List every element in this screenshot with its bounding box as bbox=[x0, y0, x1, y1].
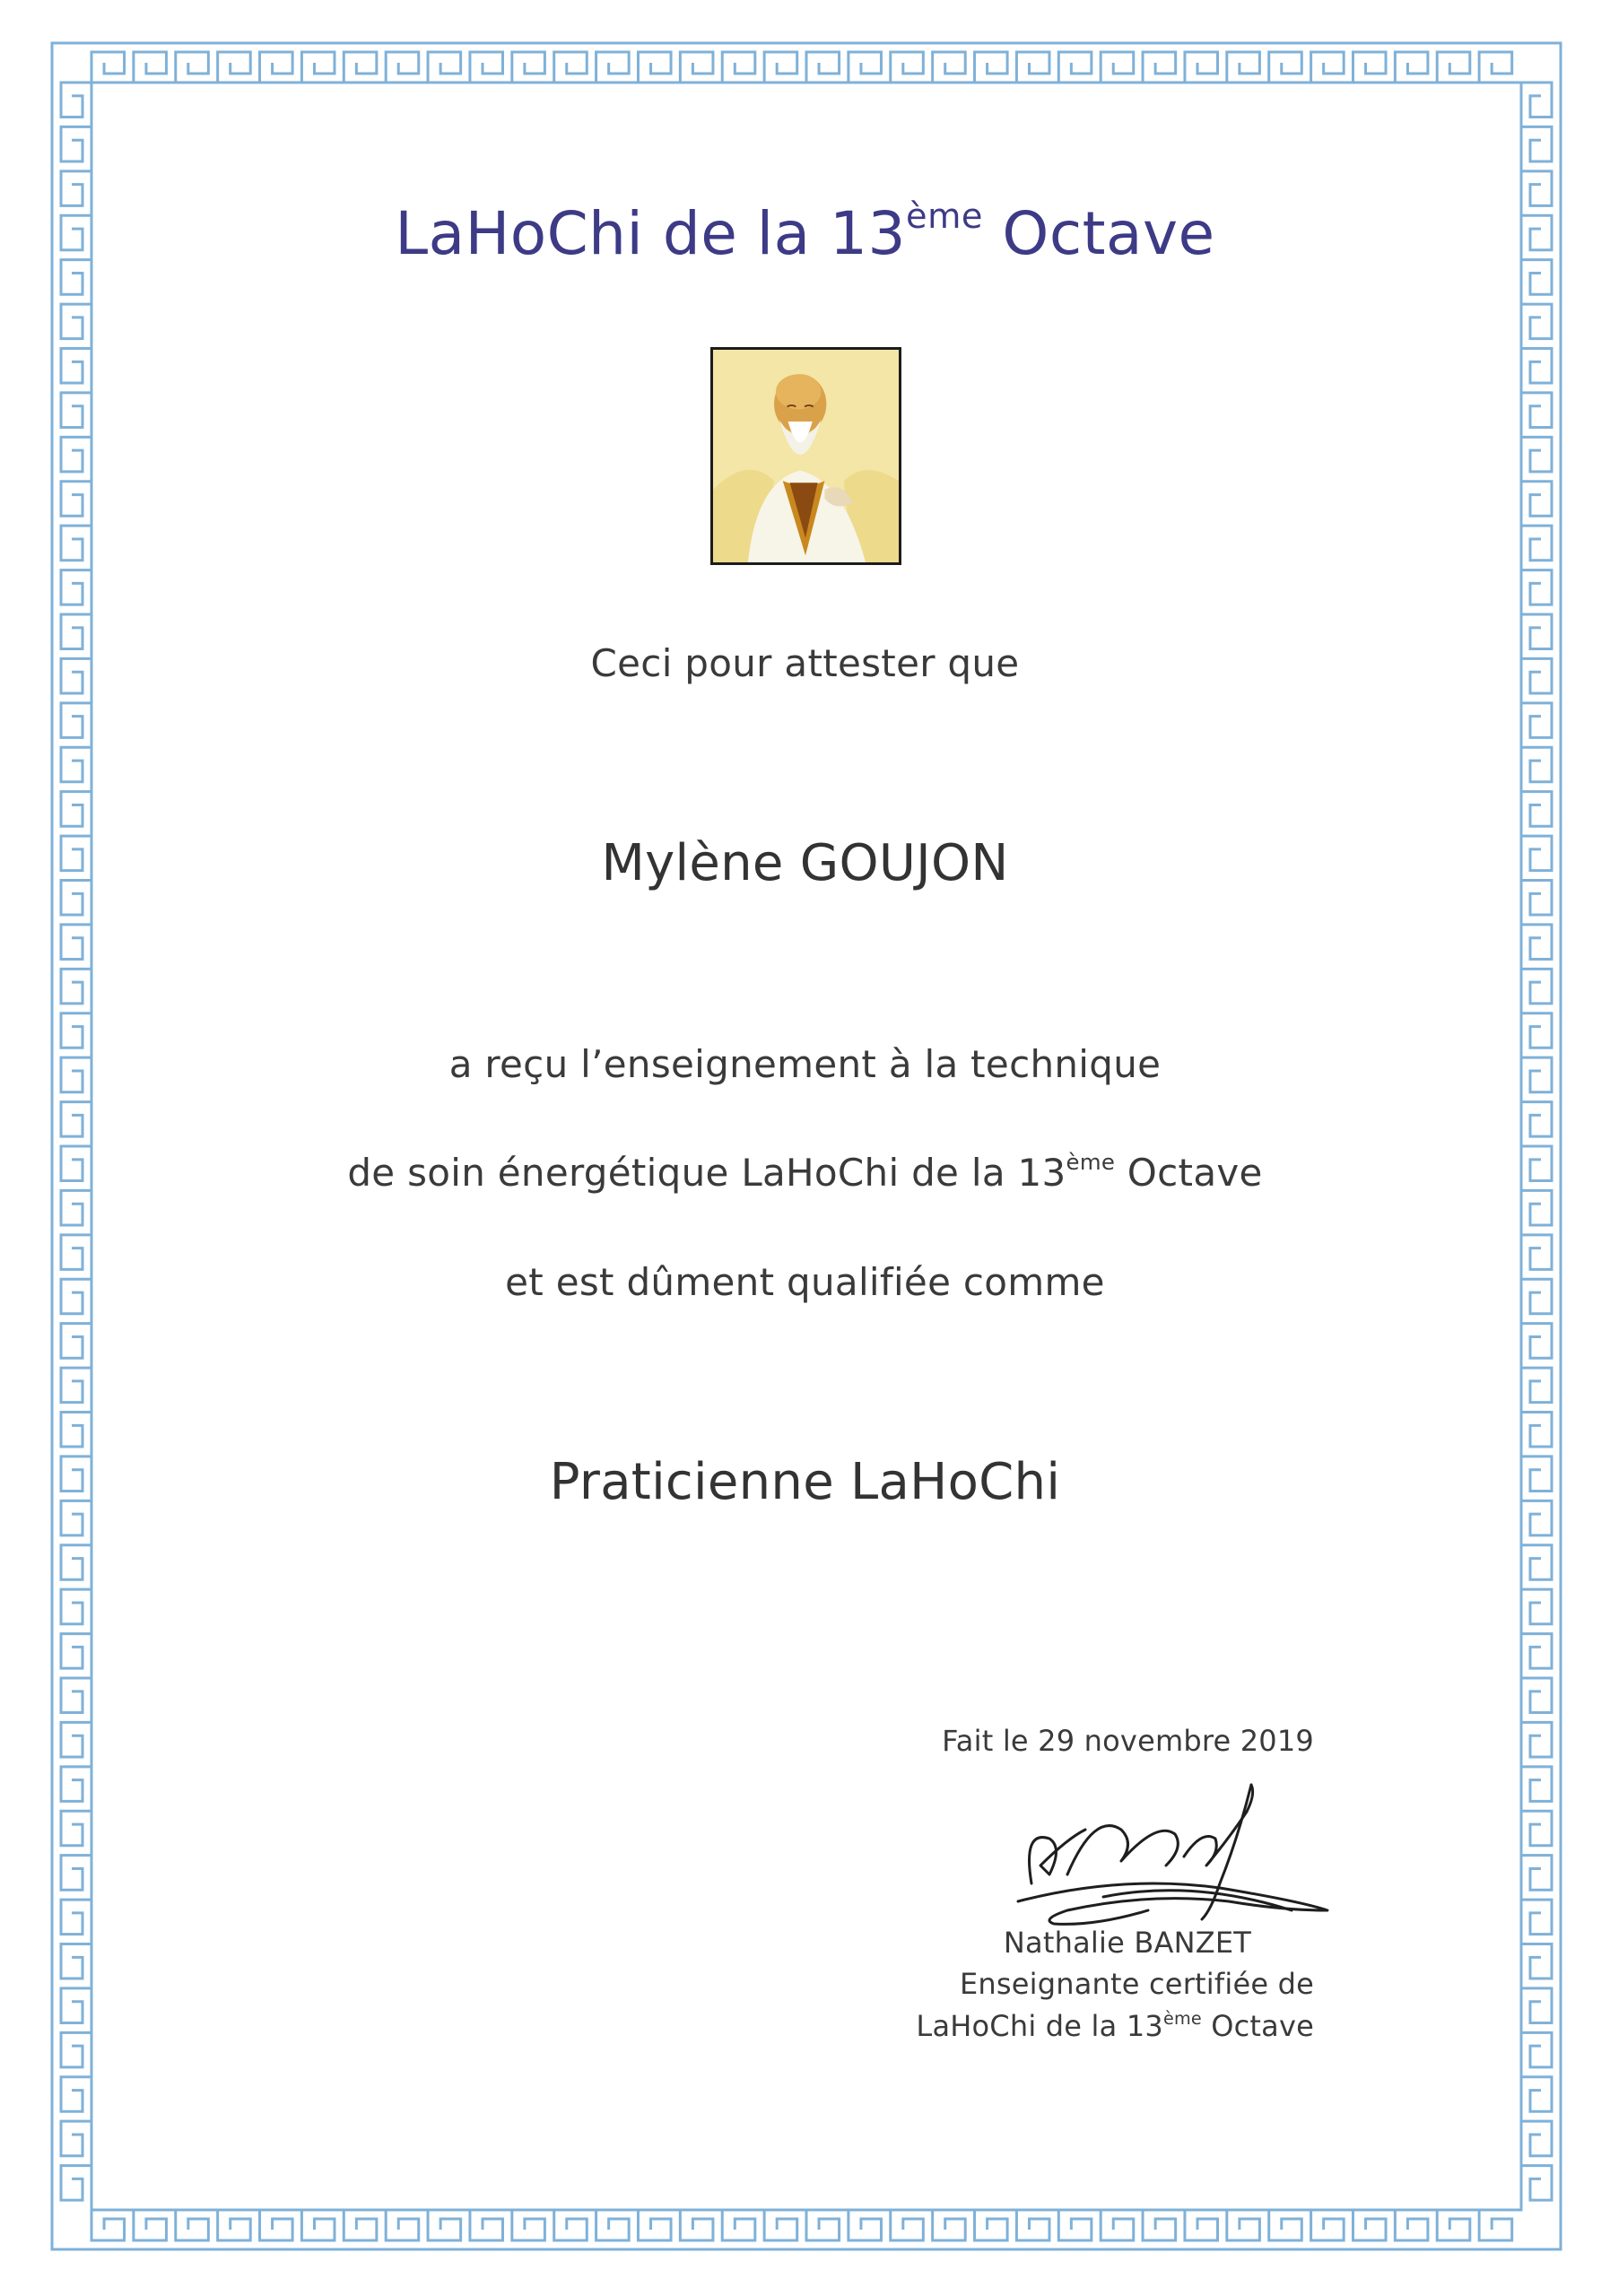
qualification-title: Praticienne LaHoChi bbox=[549, 1453, 1061, 1511]
signatory-name: Nathalie BANZET bbox=[1003, 1926, 1251, 1960]
sage-portrait-image bbox=[710, 347, 901, 565]
body-line-3: et est dûment qualifiée comme bbox=[505, 1260, 1105, 1304]
certificate-title: LaHoChi de la 13ème Octave bbox=[395, 196, 1215, 268]
recipient-name: Mylène GOUJON bbox=[601, 834, 1009, 892]
body-line-1: a reçu l’enseignement à la technique bbox=[448, 1042, 1162, 1086]
signatory-organization: LaHoChi de la 13ème Octave bbox=[916, 2007, 1314, 2043]
signature bbox=[1014, 1776, 1345, 1937]
attest-text: Ceci pour attester que bbox=[590, 641, 1020, 685]
signatory-role: Enseignante certifiée de bbox=[959, 1967, 1314, 2001]
issue-date: Fait le 29 novembre 2019 bbox=[942, 1724, 1314, 1758]
body-line-2: de soin énergétique LaHoChi de la 13ème Octave bbox=[347, 1148, 1263, 1195]
